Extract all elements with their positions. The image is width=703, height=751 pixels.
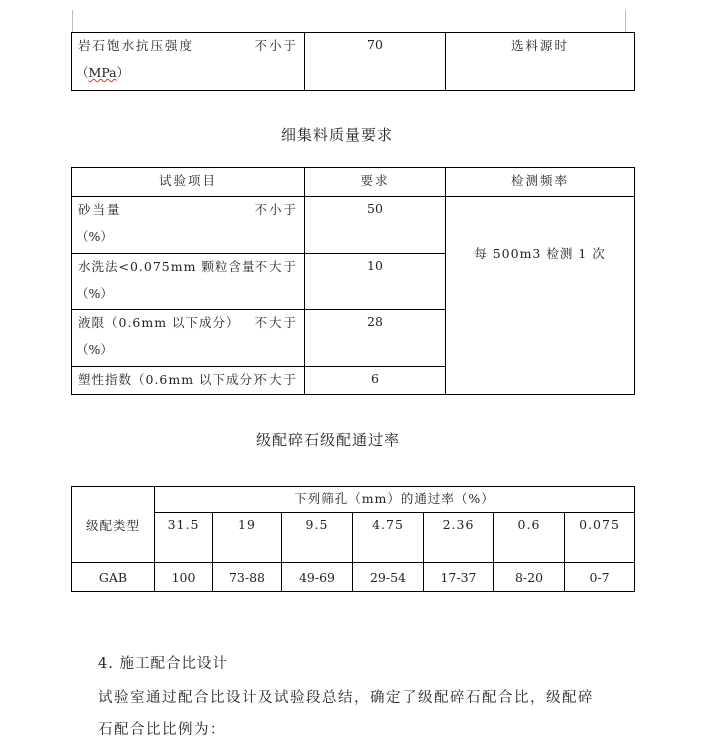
header-cell: 要求: [305, 168, 446, 197]
item-label: 液限（0.6mm 以下成分）: [78, 315, 240, 330]
sieve-size-cell: 0.6: [494, 513, 565, 563]
item-label: 砂当量: [78, 202, 122, 217]
passing-value-cell: 8-20: [494, 563, 565, 592]
frequency: 选料源时: [510, 38, 569, 53]
type-header-cell: 级配类型: [72, 487, 155, 563]
qualifier: 不小于: [254, 38, 298, 53]
qualifier: 不大于: [254, 315, 298, 330]
table-cell: [305, 310, 446, 367]
fine-aggregate-table: [71, 167, 635, 395]
sieve-header-cell: 下列筛孔（mm）的通过率（%）: [155, 487, 635, 513]
passing-value-cell: 17-37: [424, 563, 494, 592]
paragraph-line-1: 试验室通过配合比设计及试验段总结，确定了级配碎石配合比，级配碎: [98, 690, 594, 706]
section-4-heading: 4. 施工配合比设计: [98, 656, 228, 672]
unit-label: （%）: [76, 229, 113, 244]
passing-value-cell: 29-54: [353, 563, 424, 592]
qualifier: 不大于: [254, 259, 298, 274]
sieve-size-cell: 31.5: [155, 513, 213, 563]
rock-strength-table: [71, 32, 635, 91]
sieve-size-cell: 0.075: [565, 513, 635, 563]
value: 50: [367, 201, 383, 216]
table-cell: [72, 367, 305, 395]
sieve-size-cell: 9.5: [282, 513, 353, 563]
table-cell: [72, 197, 305, 254]
item-label: 岩石饱水抗压强度: [78, 38, 195, 53]
passing-value-cell: 49-69: [282, 563, 353, 592]
qualifier: 不大于: [254, 372, 298, 387]
table-cell: [446, 33, 635, 91]
qualifier: 不小于: [254, 202, 298, 217]
header-cell: 检测频率: [446, 168, 635, 197]
section-title-fine-aggregate: 细集料质量要求: [281, 126, 394, 144]
table-cell: [305, 367, 446, 395]
value: 70: [367, 37, 383, 52]
table-cell: [305, 254, 446, 310]
grading-table: [71, 486, 635, 592]
table-cell: [72, 33, 305, 91]
sieve-size-cell: 19: [213, 513, 282, 563]
frequency-cell: [446, 197, 635, 395]
value: 6: [371, 371, 379, 386]
corner-mark-left-v: [72, 10, 73, 32]
frequency: 每 500m3 检测 1 次: [474, 246, 606, 261]
unit-label: （MPa）: [76, 65, 130, 80]
header-cell: 试验项目: [72, 168, 305, 197]
row-label-cell: GAB: [72, 563, 155, 592]
table-cell: [72, 310, 305, 367]
table-cell: [305, 197, 446, 254]
value: 28: [367, 314, 383, 329]
table-cell: [305, 33, 446, 91]
value: 10: [367, 258, 383, 273]
passing-value-cell: 0-7: [565, 563, 635, 592]
sieve-size-cell: 4.75: [353, 513, 424, 563]
table-cell: [72, 254, 305, 310]
corner-mark-right-v: [625, 10, 626, 32]
unit-label: （%）: [76, 286, 113, 301]
unit-label: （%）: [76, 342, 113, 357]
passing-value-cell: 73-88: [213, 563, 282, 592]
item-label: 水洗法<0.075mm 颗粒含量: [78, 259, 256, 274]
passing-value-cell: 100: [155, 563, 213, 592]
sieve-size-cell: 2.36: [424, 513, 494, 563]
item-label: 塑性指数（0.6mm 以下成分）: [78, 372, 267, 387]
section-title-grading: 级配碎石级配通过率: [256, 431, 401, 449]
paragraph-line-2: 石配合比比例为：: [98, 722, 226, 738]
